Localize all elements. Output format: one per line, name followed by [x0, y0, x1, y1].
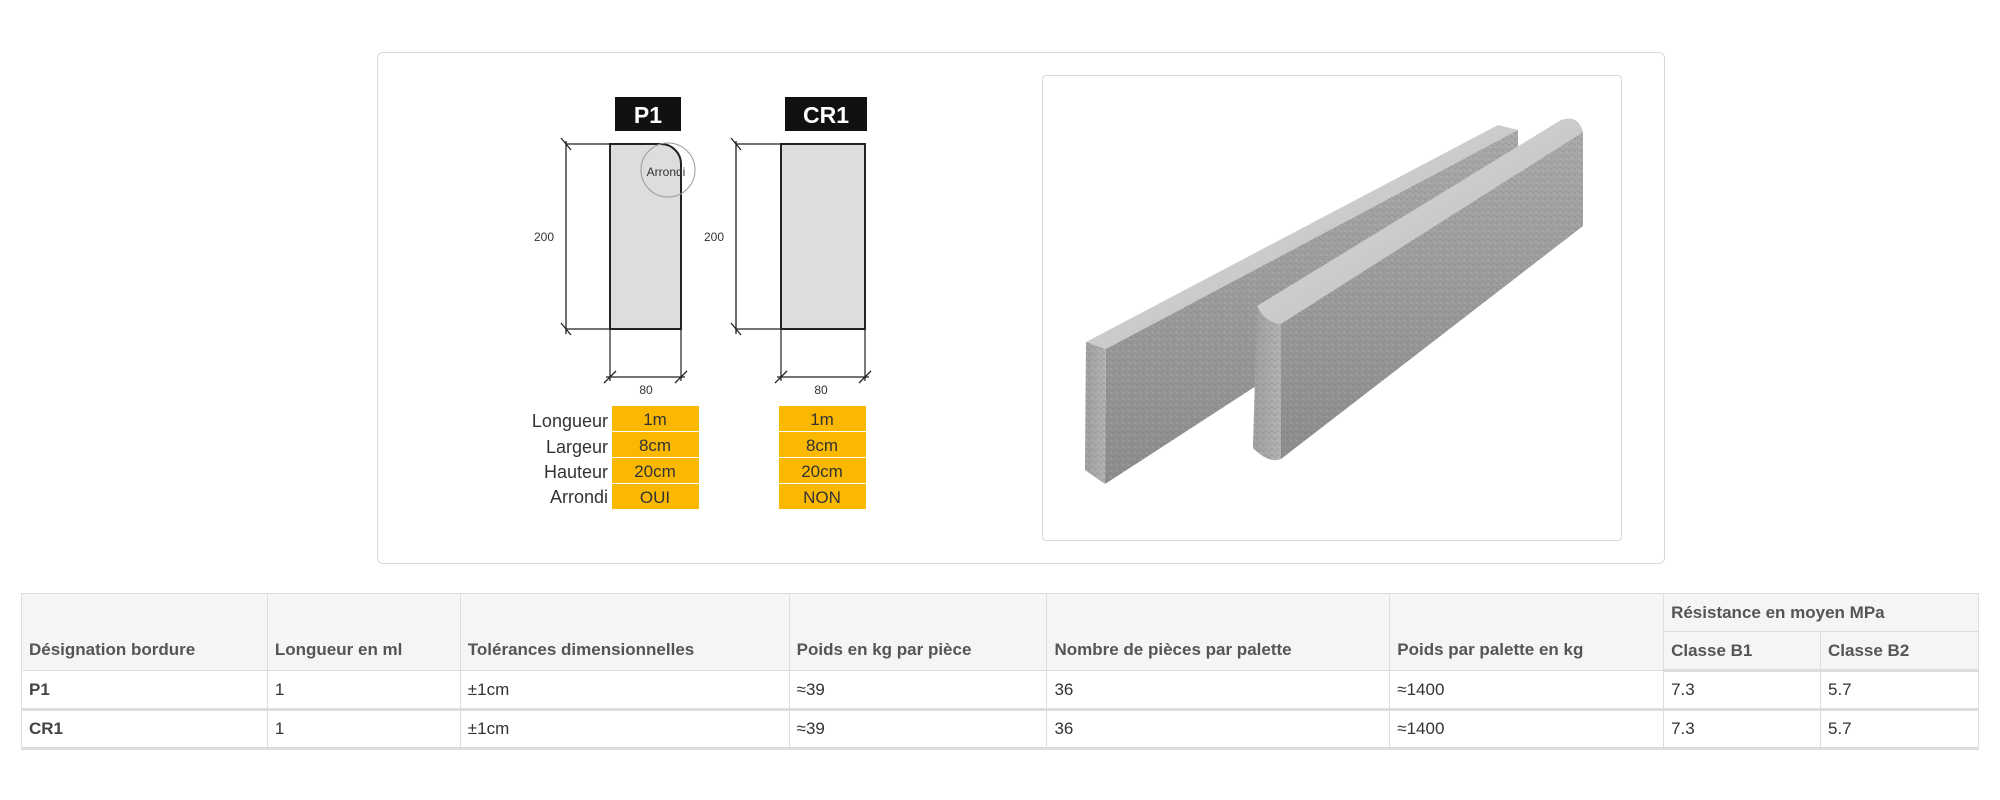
cell-designation: P1	[22, 671, 268, 710]
p1-value-largeur: 8cm	[638, 436, 672, 455]
cell-classe-b1: 7.3	[1664, 710, 1821, 749]
spec-table	[21, 593, 1979, 750]
product-photo-frame	[1042, 75, 1622, 541]
cell-poids-palette: ≈1400	[1390, 710, 1664, 749]
spec-label-arrondi: Arrondi	[549, 487, 608, 507]
cell-tolerances: ±1cm	[460, 710, 789, 749]
arrondi-note: Arrondi	[646, 165, 686, 179]
product-figure	[377, 52, 1665, 564]
p1-height-value: 200	[533, 230, 555, 244]
header-classe-b1: Classe B1	[1664, 632, 1821, 671]
cell-poids-palette: ≈1400	[1390, 671, 1664, 710]
cr1-width-value: 80	[814, 383, 828, 397]
header-tolerances: Tolérances dimensionnelles	[460, 594, 789, 671]
cell-nombre-pieces: 36	[1047, 671, 1390, 710]
header-nombre-pieces: Nombre de pièces par palette	[1047, 594, 1390, 671]
cell-designation: CR1	[22, 710, 268, 749]
cr1-label: CR1	[802, 102, 850, 128]
cell-poids-piece: ≈39	[789, 671, 1047, 710]
cell-longueur: 1	[267, 710, 460, 749]
p1-value-longueur: 1m	[643, 410, 667, 429]
spec-label-longueur: Longueur	[531, 411, 608, 431]
table-row	[22, 671, 1979, 710]
p1-width-value: 80	[639, 383, 653, 397]
table-row	[22, 710, 1979, 749]
concrete-curb-photo	[1043, 76, 1621, 540]
header-resistance: Résistance en moyen MPa	[1664, 594, 1979, 632]
cell-classe-b1: 7.3	[1664, 671, 1821, 710]
header-poids-piece: Poids en kg par pièce	[789, 594, 1047, 671]
p1-label: P1	[633, 102, 663, 128]
profile-diagram	[378, 53, 1018, 563]
cell-classe-b2: 5.7	[1821, 710, 1979, 749]
cell-classe-b2: 5.7	[1821, 671, 1979, 710]
header-longueur: Longueur en ml	[267, 594, 460, 671]
cr1-value-largeur: 8cm	[805, 436, 839, 455]
cell-longueur: 1	[267, 671, 460, 710]
spec-label-largeur: Largeur	[545, 437, 608, 457]
cr1-height-value: 200	[703, 230, 725, 244]
cr1-value-hauteur: 20cm	[801, 462, 843, 481]
p1-value-hauteur: 20cm	[634, 462, 676, 481]
header-classe-b2: Classe B2	[1821, 632, 1979, 671]
cr1-value-arrondi: NON	[803, 488, 841, 507]
header-designation: Désignation bordure	[22, 594, 268, 671]
p1-value-arrondi: OUI	[639, 488, 671, 507]
cr1-value-longueur: 1m	[810, 410, 834, 429]
header-poids-palette: Poids par palette en kg	[1390, 594, 1664, 671]
cell-tolerances: ±1cm	[460, 671, 789, 710]
spec-label-hauteur: Hauteur	[543, 462, 608, 482]
cr1-profile-shape	[781, 144, 865, 329]
cell-nombre-pieces: 36	[1047, 710, 1390, 749]
cell-poids-piece: ≈39	[789, 710, 1047, 749]
